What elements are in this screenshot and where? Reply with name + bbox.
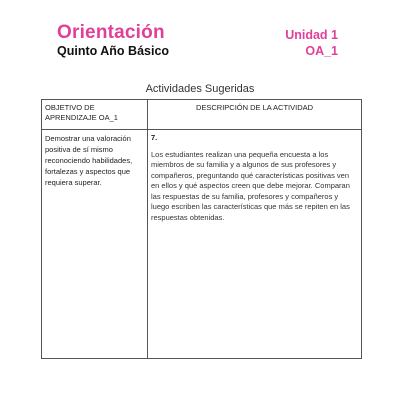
table-header-row — [42, 100, 362, 130]
objective-column-header: OBJETIVO DE APRENDIZAJE OA_1 — [42, 100, 148, 130]
grade-subtitle: Quinto Año Básico — [57, 44, 170, 58]
description-cell — [148, 130, 362, 359]
activity-number: 7. — [151, 133, 158, 142]
objective-cell: Demostrar una valoración positiva de sí mismo reconociendo habilidades, fortalezas y aspectos que requiera superar. — [42, 130, 148, 359]
description-column-header: DESCRIPCIÓN DE LA ACTIVIDAD — [148, 100, 362, 130]
activities-table — [41, 99, 362, 359]
oa-label: OA_1 — [305, 44, 338, 58]
table-row — [42, 130, 362, 359]
subject-title: Orientación — [57, 22, 165, 43]
section-title: Actividades Sugeridas — [145, 83, 255, 95]
activity-text: Los estudiantes realizan una pequeña encuesta a los miembros de su familia y a algunos de sus profesores y compañeros, preguntando qué características positivas ven en ellos y qué aspectos creen que debe mejorar. Comparan las respuestas de su familia, profesores y compañeros y luego escriben las características que más se repiten en las respuestas obtenidas. — [151, 149, 350, 222]
unit-label: Unidad 1 — [285, 28, 338, 42]
